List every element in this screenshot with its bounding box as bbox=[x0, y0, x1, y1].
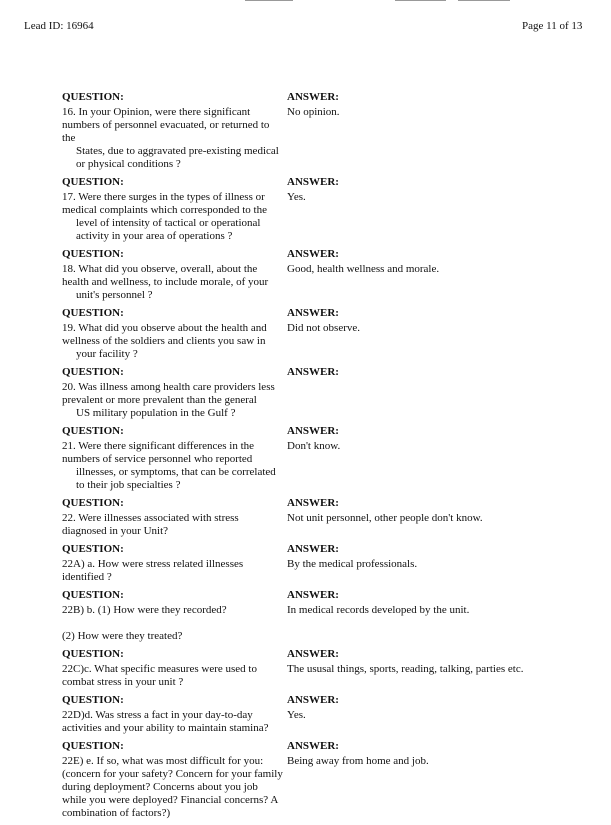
question-label: QUESTION: bbox=[62, 648, 124, 660]
qa-row bbox=[62, 366, 592, 420]
question-label: QUESTION: bbox=[62, 425, 124, 437]
answer-text: Not unit personnel, other people don't know. bbox=[287, 512, 483, 524]
answer-label: ANSWER: bbox=[287, 497, 339, 509]
question-text: 18. What did you observe, overall, about the health and wellness, to include morale, of your bbox=[62, 263, 269, 288]
question-label: QUESTION: bbox=[62, 248, 124, 260]
stray-mark bbox=[62, 617, 284, 630]
answer-text: Yes. bbox=[287, 709, 306, 721]
answer-text: In medical records developed by the unit. bbox=[287, 604, 470, 616]
answer-text: Being away from home and job. bbox=[287, 755, 429, 767]
question-text: 21. Were there significant differences in the numbers of service personnel who reported bbox=[62, 440, 255, 465]
question-label: QUESTION: bbox=[62, 589, 124, 601]
answer-label: ANSWER: bbox=[287, 366, 339, 378]
question-label: QUESTION: bbox=[62, 307, 124, 319]
answer-text: Good, health wellness and morale. bbox=[287, 263, 440, 275]
question-text: States, due to aggravated pre-existing medical or physical conditions ? bbox=[76, 145, 279, 170]
qa-row bbox=[62, 176, 592, 243]
qa-row bbox=[62, 425, 592, 492]
question bbox=[62, 648, 284, 689]
answer-text: The ususal things, sports, reading, talking, parties etc. bbox=[287, 663, 524, 675]
question bbox=[62, 366, 284, 420]
answer bbox=[287, 248, 587, 276]
answer bbox=[287, 694, 587, 722]
answer bbox=[287, 91, 587, 119]
qa-row bbox=[62, 740, 592, 820]
question-label: QUESTION: bbox=[62, 366, 124, 378]
question bbox=[62, 307, 284, 361]
question-label: QUESTION: bbox=[62, 694, 124, 706]
answer bbox=[287, 425, 587, 453]
answer-label: ANSWER: bbox=[287, 589, 339, 601]
answer-text: Don't know. bbox=[287, 440, 341, 452]
qa-list bbox=[62, 91, 592, 825]
answer-text: Did not observe. bbox=[287, 322, 361, 334]
question-text: 16. In your Opinion, were there significant numbers of personnel evacuated, or returned to the bbox=[62, 106, 270, 144]
question-text: 22B) b. (1) How were they recorded? bbox=[62, 604, 227, 616]
question-text: illnesses, or symptoms, that can be correlated to their job specialties ? bbox=[76, 466, 276, 491]
question-text: 22D)d. Was stress a fact in your day-to-day activities and your ability to maintain stamina? bbox=[62, 709, 269, 734]
question-text: 19. What did you observe about the health and wellness of the soldiers and clients you saw in bbox=[62, 322, 267, 347]
question bbox=[62, 248, 284, 302]
question-text: 17. Were there surges in the types of illness or medical complaints which corresponded to the bbox=[62, 191, 267, 216]
answer-text: No opinion. bbox=[287, 106, 340, 118]
lead-id: Lead ID: 16964 bbox=[24, 20, 94, 32]
question-text: US military population in the Gulf ? bbox=[76, 407, 236, 419]
question-text: your facility ? bbox=[76, 348, 138, 360]
answer bbox=[287, 543, 587, 571]
scan-rule bbox=[395, 0, 446, 1]
scan-rule bbox=[458, 0, 510, 1]
answer-label: ANSWER: bbox=[287, 694, 339, 706]
question bbox=[62, 425, 284, 492]
qa-row bbox=[62, 694, 592, 735]
question bbox=[62, 694, 284, 735]
question-label: QUESTION: bbox=[62, 497, 124, 509]
question-text: unit's personnel ? bbox=[76, 289, 153, 301]
question bbox=[62, 543, 284, 584]
answer-label: ANSWER: bbox=[287, 543, 339, 555]
question bbox=[62, 91, 284, 171]
qa-row bbox=[62, 307, 592, 361]
question-text: level of intensity of tactical or operational activity in your area of operations ? bbox=[76, 217, 261, 242]
question-label: QUESTION: bbox=[62, 543, 124, 555]
question bbox=[62, 497, 284, 538]
answer bbox=[287, 589, 587, 617]
answer-label: ANSWER: bbox=[287, 248, 339, 260]
question bbox=[62, 176, 284, 243]
question bbox=[62, 589, 284, 643]
answer-label: ANSWER: bbox=[287, 740, 339, 752]
qa-row bbox=[62, 589, 592, 643]
question-text: 20. Was illness among health care providers less prevalent or more prevalent than the general bbox=[62, 381, 275, 406]
qa-row bbox=[62, 248, 592, 302]
answer-label: ANSWER: bbox=[287, 425, 339, 437]
question-text: (2) How were they treated? bbox=[62, 630, 183, 642]
qa-row bbox=[62, 648, 592, 689]
qa-row bbox=[62, 497, 592, 538]
answer-label: ANSWER: bbox=[287, 648, 339, 660]
answer bbox=[287, 176, 587, 204]
answer-label: ANSWER: bbox=[287, 91, 339, 103]
answer bbox=[287, 497, 587, 525]
answer bbox=[287, 366, 587, 394]
answer-text bbox=[287, 381, 587, 394]
question-text: 22. Were illnesses associated with stress diagnosed in your Unit? bbox=[62, 512, 239, 537]
question-text: 22C)c. What specific measures were used to combat stress in your unit ? bbox=[62, 663, 257, 688]
qa-row bbox=[62, 91, 592, 171]
answer bbox=[287, 307, 587, 335]
page-number: Page 11 of 13 bbox=[522, 20, 583, 32]
question-label: QUESTION: bbox=[62, 740, 124, 752]
question bbox=[62, 740, 284, 820]
question-label: QUESTION: bbox=[62, 91, 124, 103]
question-text: 22A) a. How were stress related illnesses identified ? bbox=[62, 558, 244, 583]
scan-rule bbox=[245, 0, 293, 1]
answer-label: ANSWER: bbox=[287, 307, 339, 319]
question-text: 22E) e. If so, what was most difficult for you: (concern for your safety? Concern for your family during deployment? Concerns about you job while you were deployed? Financial concerns? A combination of factors?) bbox=[62, 755, 283, 819]
question-label: QUESTION: bbox=[62, 176, 124, 188]
answer-text: Yes. bbox=[287, 191, 306, 203]
answer bbox=[287, 648, 587, 676]
qa-row bbox=[62, 543, 592, 584]
answer-label: ANSWER: bbox=[287, 176, 339, 188]
answer-text: By the medical professionals. bbox=[287, 558, 418, 570]
answer bbox=[287, 740, 587, 768]
